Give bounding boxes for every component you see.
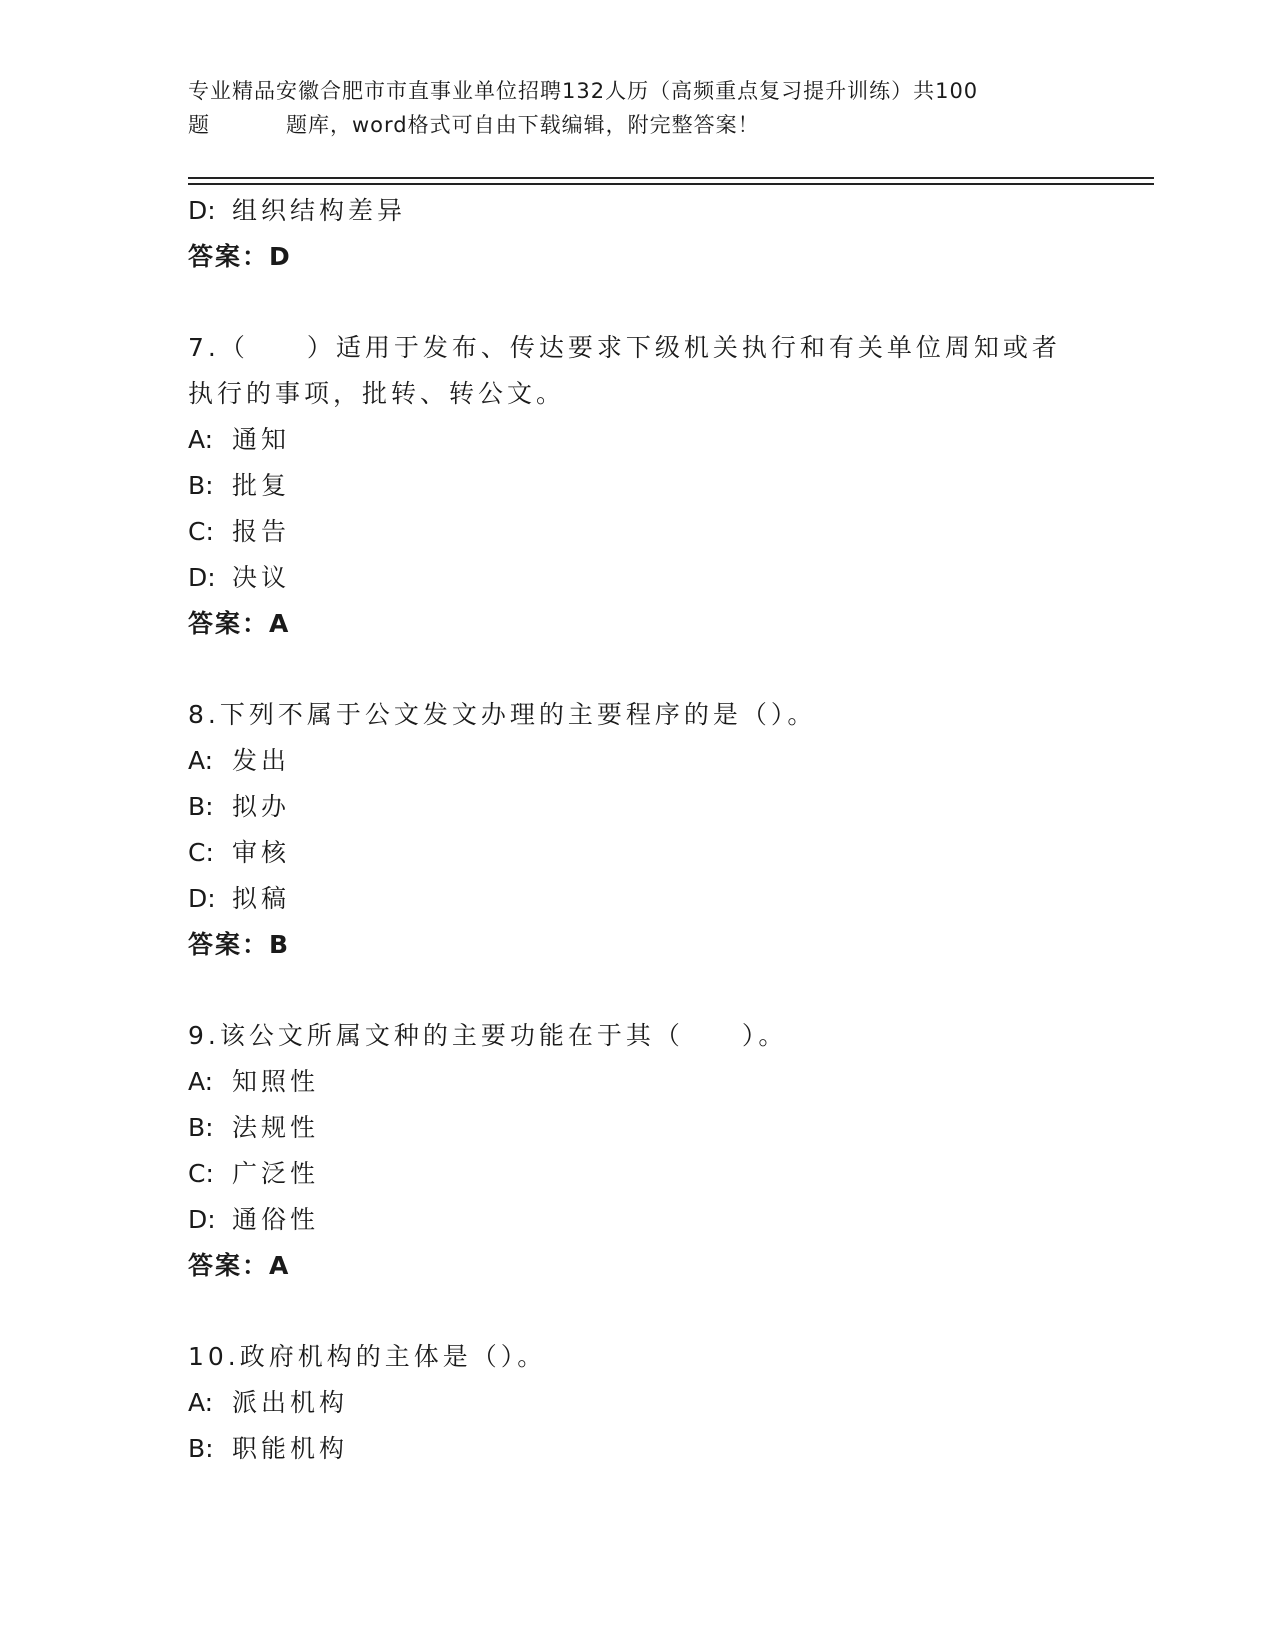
option-text: 发出	[232, 746, 291, 775]
answer-line: 答案：A	[188, 1251, 291, 1280]
option-letter: D:	[188, 1205, 216, 1234]
option-row	[188, 1105, 1088, 1151]
option-letter: B:	[188, 1434, 214, 1463]
option-text: 知照性	[232, 1067, 320, 1096]
answer-line: 答案：D	[188, 242, 292, 271]
header-title-line: 专业精品安徽合肥市市直事业单位招聘132人历（高频重点复习提升训练）共100	[188, 79, 979, 103]
question-text: 执行的事项，批转、转公文。	[188, 379, 566, 408]
question-list	[188, 188, 1088, 1472]
option-row	[188, 1426, 1088, 1472]
option-letter: D:	[188, 563, 216, 592]
question-text: 9.该公文所属文种的主要功能在于其（ ）。	[188, 1021, 788, 1050]
answer-line: 答案：B	[188, 930, 291, 959]
option-row	[188, 417, 1088, 463]
answer-line: 答案：A	[188, 609, 291, 638]
question-text: 7.（ ）适用于发布、传达要求下级机关执行和有关单位周知或者	[188, 333, 1061, 362]
header-divider-bottom	[188, 183, 1154, 185]
option-row	[188, 1151, 1088, 1197]
option-text: 通俗性	[232, 1205, 320, 1234]
option-letter: B:	[188, 471, 214, 500]
option-text: 决议	[232, 563, 291, 592]
option-text: 报告	[232, 517, 291, 546]
option-letter: C:	[188, 517, 214, 546]
option-letter: B:	[188, 1113, 214, 1142]
option-text: 拟办	[232, 792, 291, 821]
option-row	[188, 555, 1088, 601]
block-spacer	[188, 280, 1088, 325]
option-letter: A:	[188, 1067, 214, 1096]
option-text: 批复	[232, 471, 291, 500]
question-block	[188, 1013, 1088, 1289]
block-spacer	[188, 968, 1088, 1013]
question-block	[188, 692, 1088, 968]
question-block	[188, 188, 1088, 280]
question-text: 10.政府机构的主体是（）。	[188, 1342, 547, 1371]
header-subtitle-line	[188, 108, 1088, 142]
option-letter: B:	[188, 792, 214, 821]
option-letter: A:	[188, 1388, 214, 1417]
option-text: 审核	[232, 838, 291, 867]
option-row	[188, 463, 1088, 509]
header-divider-top	[188, 177, 1154, 179]
option-text: 法规性	[232, 1113, 320, 1142]
block-spacer	[188, 647, 1088, 692]
option-row	[188, 784, 1088, 830]
question-block	[188, 325, 1088, 647]
option-text: 拟稿	[232, 884, 291, 913]
header-subtitle-text: 题库，word格式可自由下载编辑，附完整答案！	[286, 113, 760, 137]
option-text: 派出机构	[232, 1388, 349, 1417]
option-letter: A:	[188, 425, 214, 454]
option-letter: C:	[188, 838, 214, 867]
option-row	[188, 188, 1088, 234]
block-spacer	[188, 1289, 1088, 1334]
document-header	[188, 74, 1088, 142]
option-text: 通知	[232, 425, 291, 454]
option-row	[188, 738, 1088, 784]
option-text: 广泛性	[232, 1159, 320, 1188]
option-row	[188, 509, 1088, 555]
option-letter: D:	[188, 884, 216, 913]
option-text: 组织结构差异	[232, 196, 407, 225]
option-letter: D:	[188, 196, 216, 225]
header-subtitle-lead: 题	[188, 113, 210, 137]
option-text: 职能机构	[232, 1434, 349, 1463]
question-text: 8.下列不属于公文发文办理的主要程序的是（）。	[188, 700, 817, 729]
option-row	[188, 876, 1088, 922]
option-letter: C:	[188, 1159, 214, 1188]
option-letter: A:	[188, 746, 214, 775]
option-row	[188, 1059, 1088, 1105]
option-row	[188, 830, 1088, 876]
question-block	[188, 1334, 1088, 1472]
option-row	[188, 1197, 1088, 1243]
option-row	[188, 1380, 1088, 1426]
